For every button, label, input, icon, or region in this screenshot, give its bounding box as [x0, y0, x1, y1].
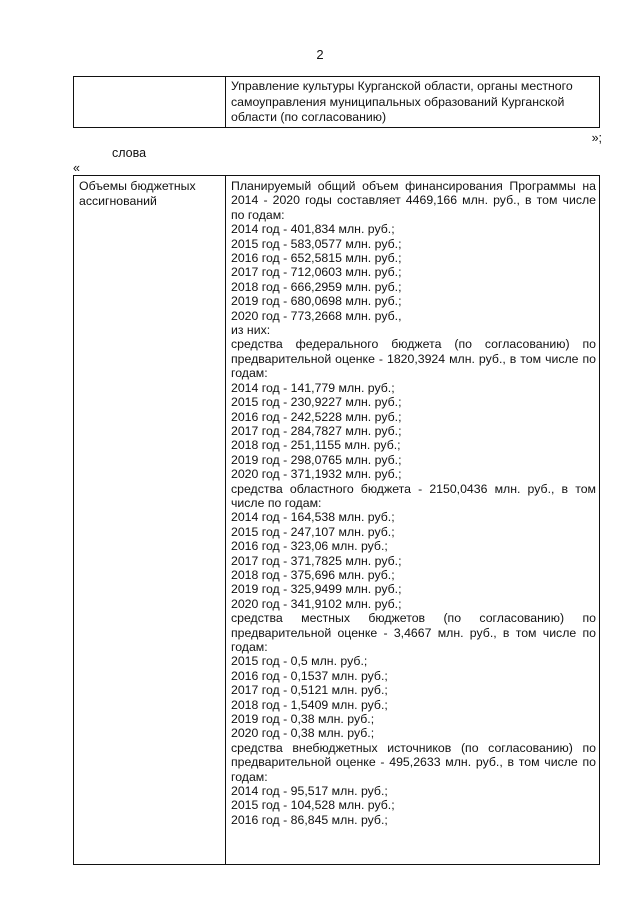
year-line: 2015 год - 583,0577 млн. руб.; — [231, 236, 402, 251]
year-line: 2019 год - 325,9499 млн. руб.; — [231, 582, 402, 597]
budget-table-content — [226, 176, 599, 864]
opening-quote: « — [73, 161, 80, 175]
year-line: 2015 год - 230,9227 млн. руб.; — [231, 395, 402, 410]
year-line: 2016 год - 652,5815 млн. руб.; — [231, 251, 402, 266]
year-line: 2020 год - 0,38 млн. руб.; — [231, 726, 375, 741]
year-line: 2018 год - 375,696 млн. руб.; — [231, 567, 395, 582]
federal-years-list — [231, 381, 596, 482]
federal-budget-paragraph: средства федерального бюджета (по согласованию) по предварительной оценке - 1820,3924 млн. руб., в том числе по годам: — [231, 337, 596, 381]
year-line: 2017 год - 712,0603 млн. руб.; — [231, 265, 402, 280]
year-line: 2020 год - 341,9102 млн. руб.; — [231, 596, 402, 611]
year-line: 2014 год - 401,834 млн. руб.; — [231, 222, 395, 237]
regional-budget-paragraph: средства областного бюджета - 2150,0436 млн. руб., в том числе по годам: — [231, 481, 596, 510]
year-line: 2014 год - 141,779 млн. руб.; — [231, 380, 395, 395]
year-line: 2019 год - 298,0765 млн. руб.; — [231, 452, 402, 467]
table-cell-empty — [74, 77, 226, 127]
year-line: 2016 год - 0,1537 млн. руб.; — [231, 668, 388, 683]
local-years-list — [231, 654, 596, 740]
extrabudget-years-list — [231, 784, 596, 827]
year-line: 2017 год - 0,5121 млн. руб.; — [231, 683, 388, 698]
year-line: 2018 год - 251,1155 млн. руб.; — [231, 438, 401, 453]
year-line: 2020 год - 773,2668 млн. руб., — [231, 308, 402, 323]
year-line: 2016 год - 242,5228 млн. руб.; — [231, 409, 402, 424]
of-them-label: из них: — [231, 323, 271, 338]
year-line: 2019 год - 680,0698 млн. руб.; — [231, 294, 402, 309]
local-budget-paragraph: средства местных бюджетов (по согласованию) по предварительной оценке - 3,4667 млн. руб., в том числе по годам: — [231, 611, 596, 654]
year-line: 2014 год - 164,538 млн. руб.; — [231, 510, 395, 525]
budget-table — [73, 175, 600, 865]
year-line: 2019 год - 0,38 млн. руб.; — [231, 712, 375, 727]
year-line: 2015 год - 104,528 млн. руб.; — [231, 798, 395, 813]
year-line: 2015 год - 0,5 млн. руб.; — [231, 654, 368, 669]
extrabudget-paragraph: средства внебюджетных источников (по согласованию) по предварительной оценке - 495,2633 млн. руб., в том числе по годам: — [231, 740, 596, 784]
responsible-executors-text: Управление культуры Курганской области, органы местного самоуправления муниципальных образований Курганской области (по согласованию) — [231, 79, 573, 124]
page-number: 2 — [316, 47, 324, 62]
regional-years-list — [231, 510, 596, 611]
budget-table-label: Объемы бюджетных ассигнований — [74, 176, 226, 864]
year-line: 2015 год - 247,107 млн. руб.; — [231, 524, 395, 539]
total-years-list — [231, 222, 596, 323]
year-line: 2018 год - 1,5409 млн. руб.; — [231, 697, 388, 712]
intro-word: слова — [112, 146, 147, 160]
year-line: 2014 год - 95,517 млн. руб.; — [231, 784, 388, 799]
year-line: 2017 год - 371,7825 млн. руб.; — [231, 553, 402, 568]
year-line: 2017 год - 284,7827 млн. руб.; — [231, 423, 402, 438]
responsible-executors-table — [73, 76, 600, 128]
year-line: 2016 год - 323,06 млн. руб.; — [231, 539, 388, 554]
year-line: 2016 год - 86,845 млн. руб.; — [231, 812, 388, 827]
closing-quote: »; — [591, 131, 602, 145]
year-line: 2020 год - 371,1932 млн. руб.; — [231, 467, 402, 482]
total-financing-paragraph: Планируемый общий объем финансирования Программы на 2014 - 2020 годы составляет 4469,166 млн. руб., в том числе по годам: — [231, 179, 596, 222]
year-line: 2018 год - 666,2959 млн. руб.; — [231, 279, 402, 294]
